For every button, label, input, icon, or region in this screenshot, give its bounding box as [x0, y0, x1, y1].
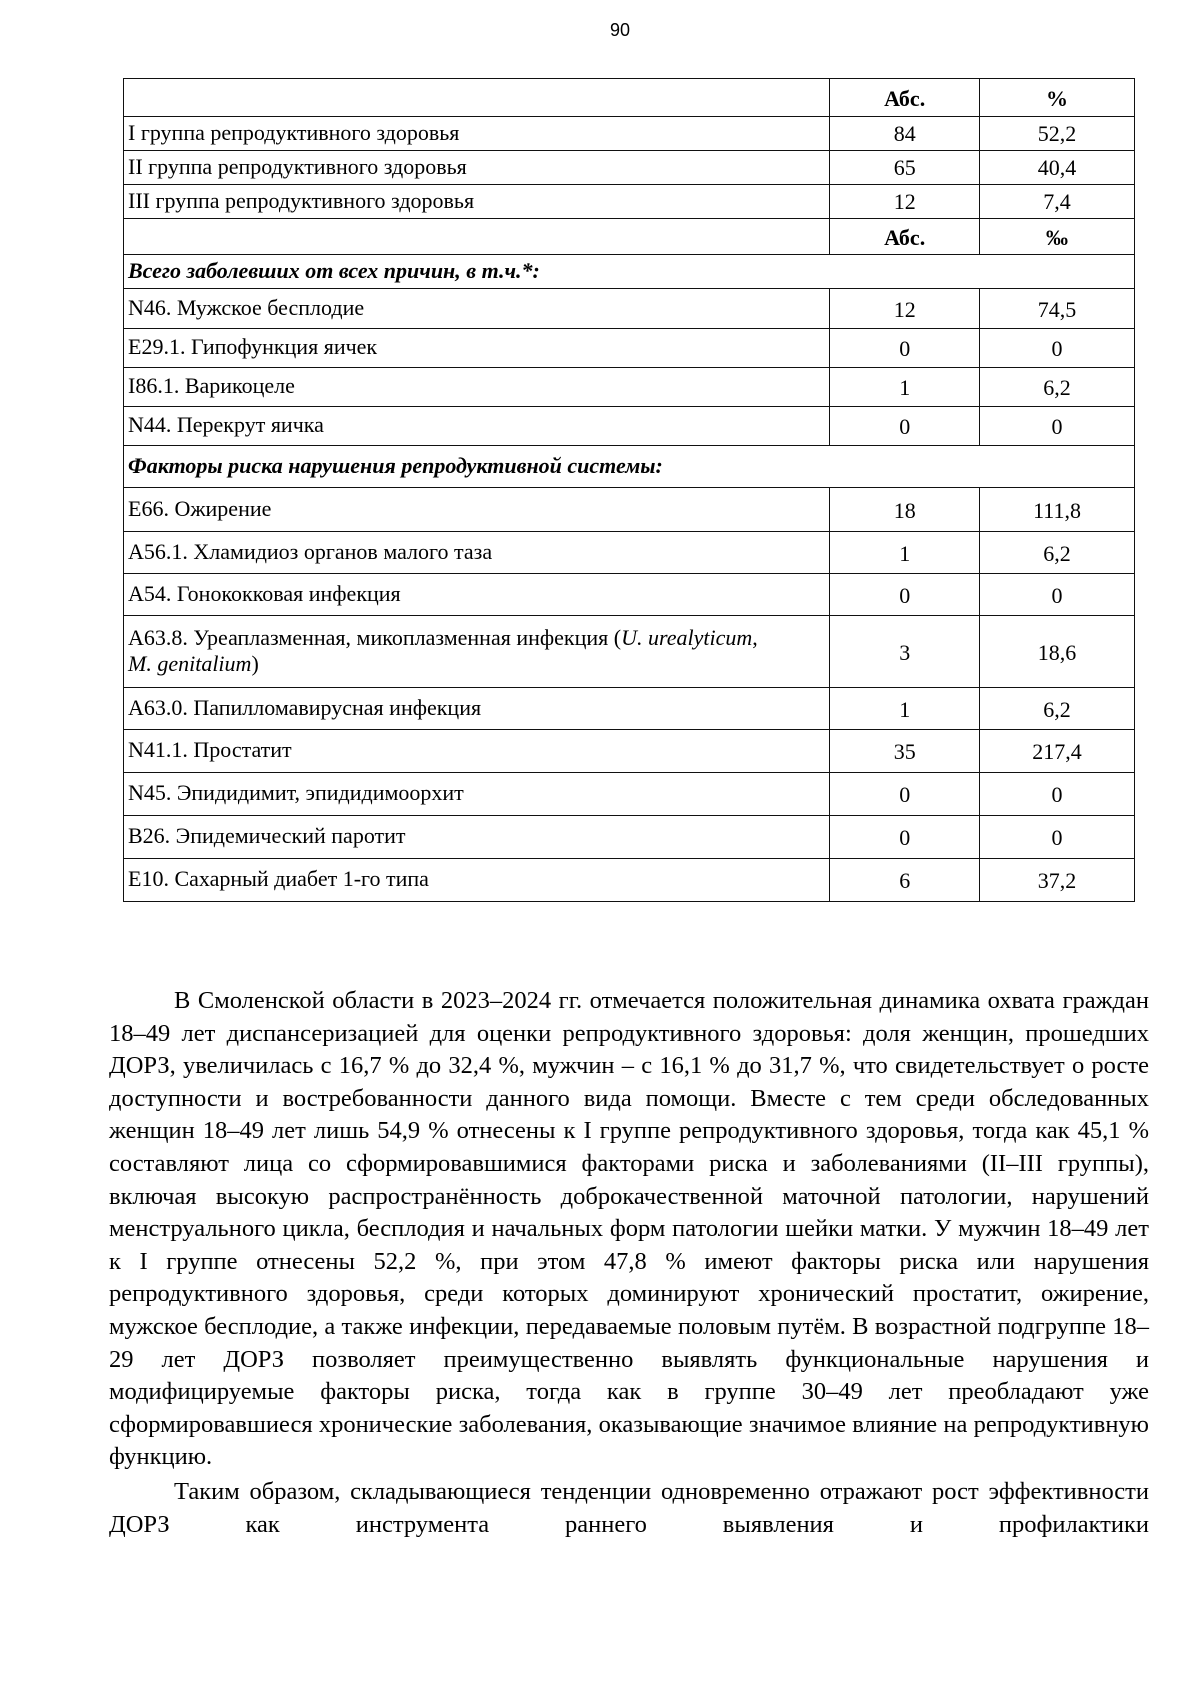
row-value: 217,4: [980, 730, 1135, 773]
table-row: [124, 117, 1135, 151]
row-value: 52,2: [980, 117, 1135, 151]
row-value: 40,4: [980, 151, 1135, 185]
header-empty-cell: [124, 79, 830, 117]
row-abs: 1: [830, 688, 980, 730]
subheader-abs: Абс.: [830, 219, 980, 255]
body-text: [109, 985, 1149, 1543]
row-value: 0: [980, 329, 1135, 368]
row-value: 7,4: [980, 185, 1135, 219]
row-abs: 0: [830, 816, 980, 859]
row-label: E29.1. Гипофункция яичек: [124, 329, 830, 368]
row-abs: 0: [830, 574, 980, 616]
row-label: II группа репродуктивного здоровья: [124, 151, 830, 185]
table-row: [124, 532, 1135, 574]
page-number: 90: [609, 20, 631, 40]
row-label-close: ): [251, 650, 259, 676]
header-percent: %: [980, 79, 1135, 117]
row-abs: 1: [830, 532, 980, 574]
row-abs: 84: [830, 117, 980, 151]
row-value: 0: [980, 773, 1135, 816]
row-label: N45. Эпидидимит, эпидидимоорхит: [124, 773, 830, 816]
section-title-risks: Факторы риска нарушения репродуктивной системы:: [124, 446, 1135, 488]
row-label: E66. Ожирение: [124, 488, 830, 532]
row-label: A63.0. Папилломавирусная инфекция: [124, 688, 830, 730]
table-row: [124, 289, 1135, 329]
row-value: 6,2: [980, 532, 1135, 574]
table-header-row: [124, 79, 1135, 117]
table-row: [124, 859, 1135, 902]
table-row: [124, 730, 1135, 773]
row-value: 0: [980, 407, 1135, 446]
row-label-italic-species-1: U. urealyticum: [621, 624, 753, 650]
reproductive-health-table: [123, 78, 1135, 902]
row-label: I группа репродуктивного здоровья: [124, 117, 830, 151]
section-row-risks: [124, 446, 1135, 488]
row-label: E10. Сахарный диабет 1-го типа: [124, 859, 830, 902]
row-abs: 1: [830, 368, 980, 407]
row-value: 74,5: [980, 289, 1135, 329]
row-label: N44. Перекрут яичка: [124, 407, 830, 446]
table-row: [124, 773, 1135, 816]
section-title-diseases: Всего заболевших от всех причин, в т.ч.*:: [124, 255, 1135, 289]
row-abs: 0: [830, 773, 980, 816]
row-label: B26. Эпидемический паротит: [124, 816, 830, 859]
table-row: [124, 329, 1135, 368]
subheader-permille: ‰: [980, 219, 1135, 255]
row-value: 37,2: [980, 859, 1135, 902]
row-value: 0: [980, 816, 1135, 859]
row-value: 6,2: [980, 688, 1135, 730]
table-row: [124, 616, 1135, 688]
row-label: I86.1. Варикоцеле: [124, 368, 830, 407]
row-label: A56.1. Хламидиоз органов малого таза: [124, 532, 830, 574]
table-row: [124, 151, 1135, 185]
row-value: 111,8: [980, 488, 1135, 532]
table-row: [124, 574, 1135, 616]
row-abs: 0: [830, 407, 980, 446]
row-abs: 18: [830, 488, 980, 532]
table-row: [124, 368, 1135, 407]
table-row: [124, 488, 1135, 532]
row-abs: 0: [830, 329, 980, 368]
row-abs: 12: [830, 289, 980, 329]
row-label: A54. Гонококковая инфекция: [124, 574, 830, 616]
table-row: [124, 688, 1135, 730]
row-label-italic-species-2: M. genitalium: [128, 650, 252, 676]
table-row: [124, 816, 1135, 859]
row-label: N46. Мужское бесплодие: [124, 289, 830, 329]
subheader-empty-cell: [124, 219, 830, 255]
row-abs: 65: [830, 151, 980, 185]
row-value: 6,2: [980, 368, 1135, 407]
row-label-comma: ,: [752, 624, 758, 650]
row-abs: 6: [830, 859, 980, 902]
row-label: III группа репродуктивного здоровья: [124, 185, 830, 219]
table-row: [124, 407, 1135, 446]
row-value: 18,6: [980, 616, 1135, 688]
paragraph: Таким образом, складывающиеся тенденции одновременно отражают рост эффективности ДОРЗ как инструмента раннего выявления и профилактики: [109, 1477, 1149, 1538]
section-row-diseases: [124, 255, 1135, 289]
row-abs: 3: [830, 616, 980, 688]
row-label-text: A63.8. Уреаплазменная, микоплазменная инфекция (: [128, 624, 622, 650]
header-abs: Абс.: [830, 79, 980, 117]
table-row: [124, 185, 1135, 219]
row-label: [124, 616, 830, 688]
table-subheader-row: [124, 219, 1135, 255]
row-abs: 12: [830, 185, 980, 219]
row-value: 0: [980, 574, 1135, 616]
paragraph: В Смоленской области в 2023–2024 гг. отмечается положительная динамика охвата граждан 18–49 лет диспансеризацией для оценки репродуктивного здоровья: доля женщин, прошедших ДОРЗ, увеличилась с 16,7 % до 32,4 %, мужчин – с 16,1 % до 31,7 %, что свидетельствует о росте доступности и востребованности данного вида помощи. Вместе с тем среди обследованных женщин 18–49 лет лишь 54,9 % отнесены к I группе репродуктивного здоровья, тогда как 45,1 % составляют лица со сформировавшимися факторами риска и заболеваниями (II–III группы), включая высокую распространённость доброкачественной маточной патологии, нарушений менструального цикла, бесплодия и начальных форм патологии шейки матки. У мужчин 18–49 лет к I группе отнесены 52,2 %, при этом 47,8 % имеют факторы риска или нарушения репродуктивного здоровья, среди которых доминируют хронический простатит, ожирение, мужское бесплодие, а также инфекции, передаваемые половым путём. В возрастной подгруппе 18–29 лет ДОРЗ позволяет преимущественно выявлять функциональные нарушения и модифицируемые факторы риска, тогда как в группе 30–49 лет преобладают уже сформировавшиеся хронические заболевания, оказывающие значимое влияние на репродуктивную функцию.: [109, 987, 1149, 1471]
row-abs: 35: [830, 730, 980, 773]
row-label: N41.1. Простатит: [124, 730, 830, 773]
